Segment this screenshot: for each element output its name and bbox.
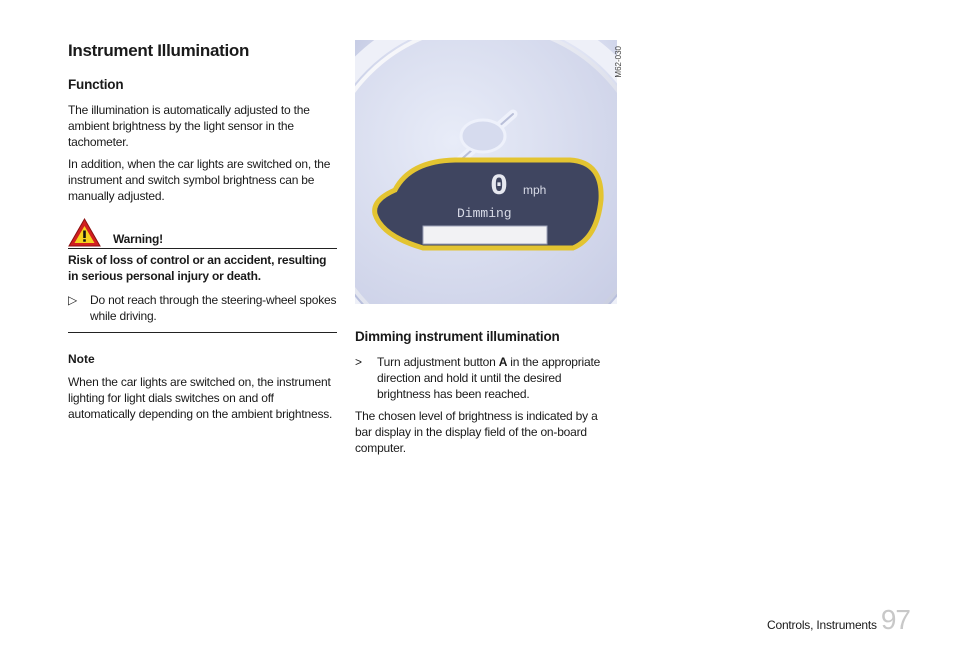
display-label: Dimming <box>457 206 512 221</box>
note-text: When the car lights are switched on, the instrument lighting for light dials switches on and off automatically depending on the ambient brightness. <box>68 375 333 421</box>
warning-label: Warning! <box>113 232 163 246</box>
dimming-bullet-text <box>377 354 617 402</box>
function-paragraph-2: In addition, when the car lights are switched on, the instrument and switch symbol brightness can be manually adjusted. <box>68 157 331 203</box>
warning-bottom-rule <box>68 332 337 333</box>
dimming-bullet-pre: Turn adjustment button <box>377 355 499 369</box>
instrument-display-figure <box>355 40 617 304</box>
dimming-bullet <box>355 354 617 402</box>
warning-bullet-text: Do not reach through the steering-wheel spokes while driving. <box>90 293 337 323</box>
warning-triangle-icon <box>68 218 101 247</box>
warning-bullet <box>68 292 337 324</box>
page-number: 97 <box>880 604 910 635</box>
warning-top-rule <box>68 248 337 249</box>
page-footer <box>767 604 910 634</box>
bullet-mark: ▷ <box>68 293 78 307</box>
note-heading: Note <box>68 352 95 366</box>
function-paragraph-1: The illumination is automatically adjusted to the ambient brightness by the light sensor in the tachometer. <box>68 103 310 149</box>
instrument-illustration <box>355 40 617 304</box>
bullet-mark: > <box>355 355 363 369</box>
footer-section: Controls, Instruments <box>767 618 877 632</box>
warning-header <box>68 218 337 248</box>
figure-code: M62-030 <box>614 46 623 78</box>
dimming-heading: Dimming instrument illumination <box>355 329 560 344</box>
middle-column <box>355 40 617 456</box>
button-a-key: A <box>498 355 508 369</box>
speed-value: 0 <box>489 170 509 204</box>
dimming-paragraph: The chosen level of brightness is indicated by a bar display in the display field of the on-board computer. <box>355 409 598 455</box>
speed-unit: mph <box>523 183 547 197</box>
page-title: Instrument Illumination <box>68 41 250 60</box>
left-column <box>68 40 337 422</box>
function-heading: Function <box>68 77 124 92</box>
warning-bold-text: Risk of loss of control or an accident, resulting in serious personal injury or death. <box>68 253 327 283</box>
dimming-bullet-post: in the appropriate direction and hold it until the desired brightness has been reached. <box>377 355 601 401</box>
